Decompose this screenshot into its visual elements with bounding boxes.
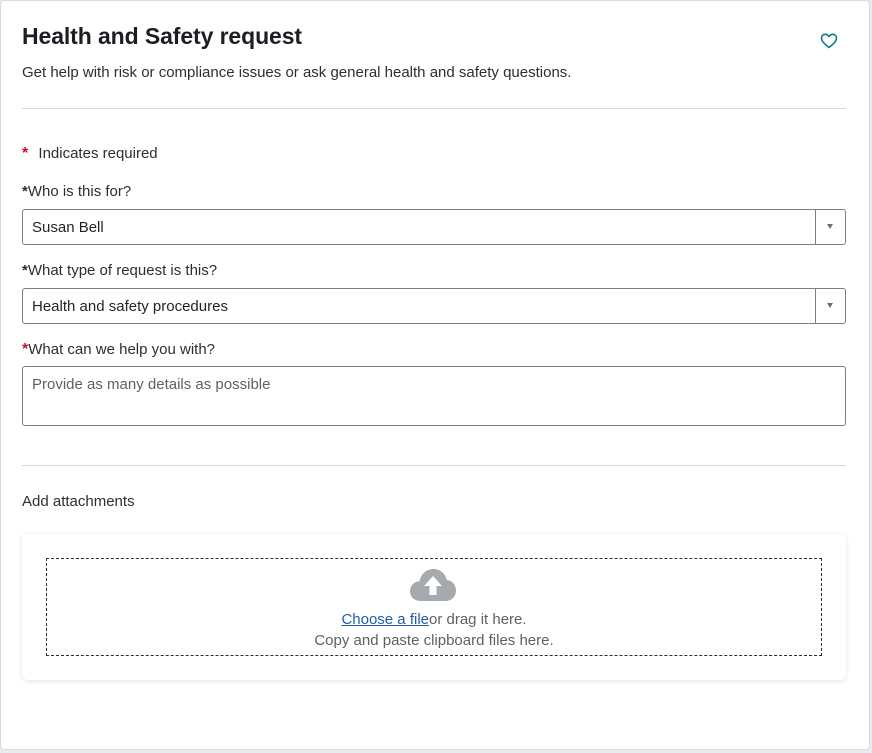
- required-marker: *: [22, 145, 29, 162]
- required-marker: *: [22, 262, 28, 279]
- request-type-select[interactable]: [22, 288, 846, 324]
- attachments-title: Add attachments: [22, 493, 135, 510]
- help-with-textarea[interactable]: [22, 366, 846, 426]
- caret-down-icon: [827, 303, 833, 308]
- required-note-label: Indicates required: [38, 145, 158, 162]
- who-for-label-text: Who is this for?: [27, 183, 132, 200]
- page-subtitle: Get help with risk or compliance issues or ask general health and safety questions.: [22, 64, 572, 81]
- who-for-select[interactable]: [22, 209, 846, 245]
- request-type-dropdown-toggle[interactable]: [815, 289, 845, 323]
- who-for-dropdown-toggle[interactable]: [815, 210, 845, 244]
- drag-text: or drag it here.: [429, 611, 527, 628]
- help-with-label-text: What can we help you with?: [28, 341, 216, 358]
- form-header: [22, 23, 846, 81]
- required-marker: *: [22, 183, 28, 200]
- cloud-upload-icon: [409, 567, 457, 603]
- who-for-value: Susan Bell: [32, 219, 104, 236]
- required-note: [22, 145, 158, 163]
- paste-text: Copy and paste clipboard files here.: [314, 632, 554, 649]
- page-title: Health and Safety request: [22, 23, 302, 49]
- choose-file-link[interactable]: Choose a file: [341, 611, 429, 628]
- request-type-value: Health and safety procedures: [32, 298, 228, 315]
- file-dropzone[interactable]: [46, 558, 822, 656]
- who-for-label: [22, 183, 131, 200]
- header-divider: [22, 108, 846, 109]
- dropzone-line-1: [47, 611, 821, 628]
- request-type-label: [22, 262, 217, 279]
- heart-outline-icon[interactable]: [820, 33, 838, 49]
- section-divider: [22, 465, 846, 466]
- caret-down-icon: [827, 224, 833, 229]
- request-type-label-text: What type of request is this?: [27, 262, 218, 279]
- help-with-placeholder: Provide as many details as possible: [32, 376, 271, 393]
- help-with-label: [22, 341, 215, 359]
- attachments-panel: [22, 534, 846, 680]
- required-marker: *: [22, 341, 29, 358]
